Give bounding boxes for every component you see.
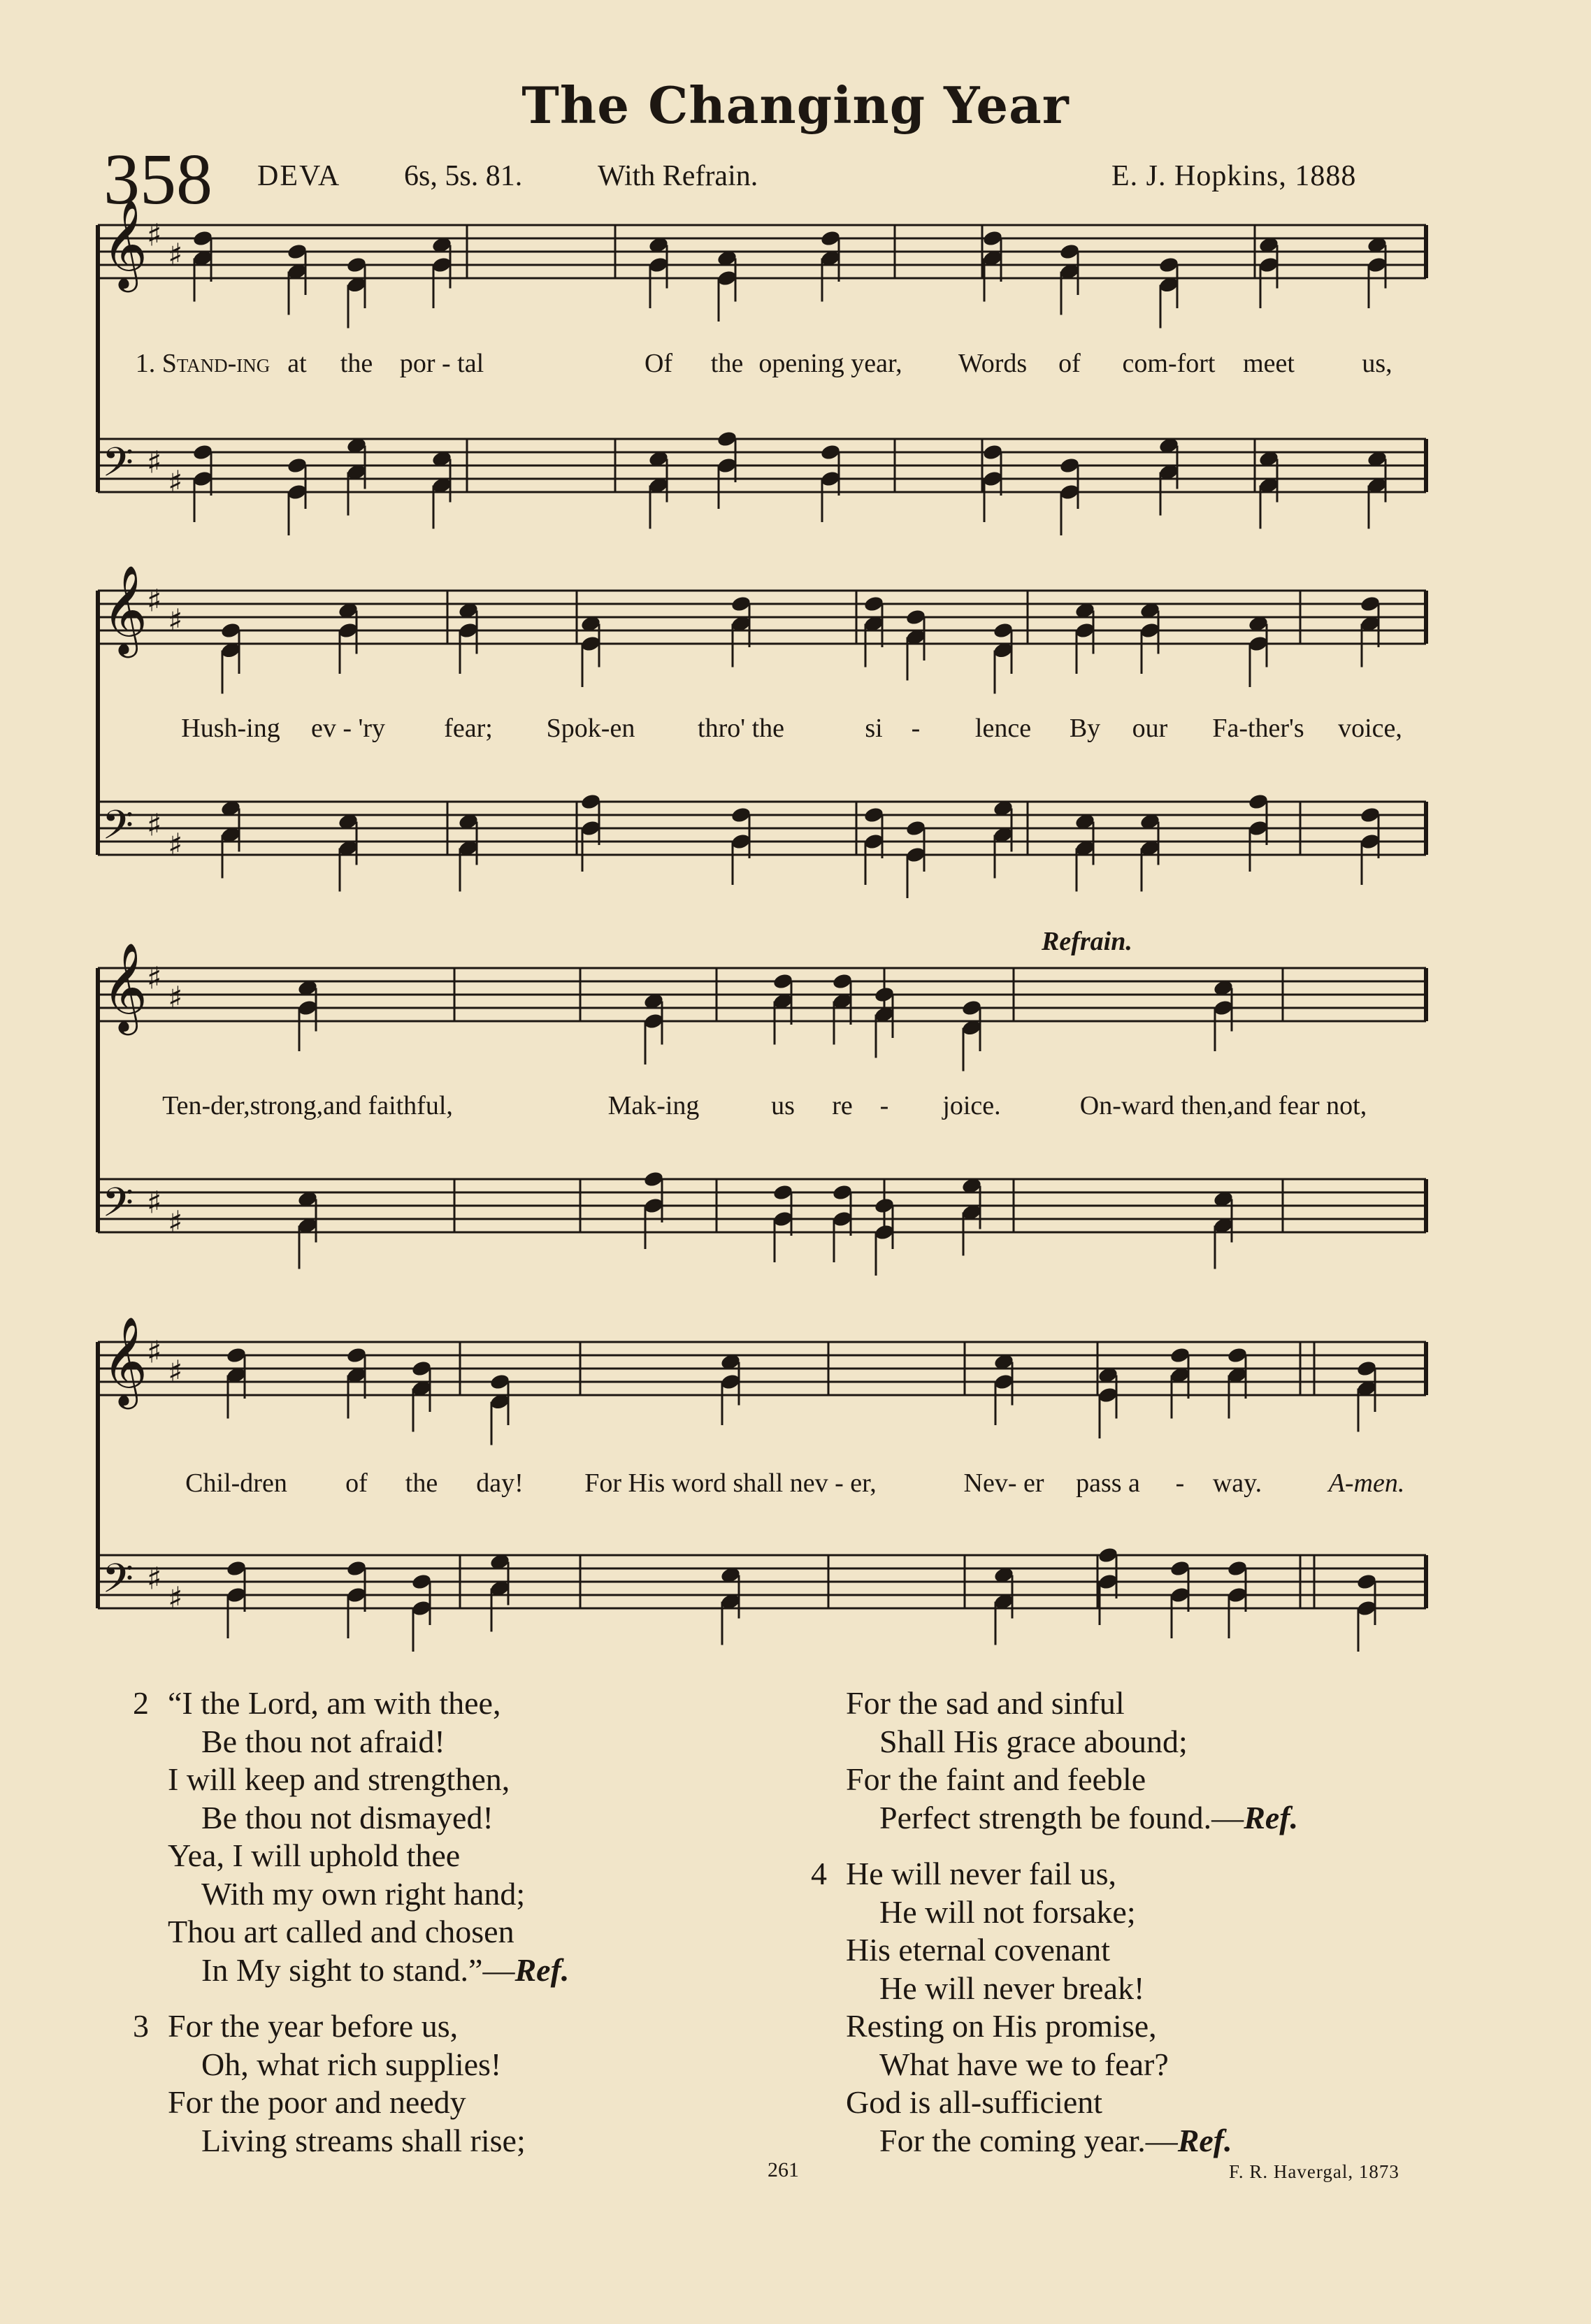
lyric-text: -	[879, 1091, 889, 1120]
lyric-syllable	[1080, 1090, 1367, 1121]
lyric-syllable	[584, 1468, 876, 1499]
verse-line: Living streams shall rise;	[201, 2122, 526, 2158]
verse-line: He will not forsake;	[879, 1893, 1136, 1930]
verse-line: For the poor and needy	[168, 2084, 466, 2120]
lyric-text: Stand-ing	[161, 349, 271, 378]
lyric-line	[0, 1468, 1591, 1510]
lyric-syllable	[185, 1468, 287, 1499]
lyric-text: Fa-ther's	[1212, 714, 1304, 743]
lyric-text: Hush-ing	[181, 714, 280, 743]
meter: 6s, 5s. 81.	[404, 160, 523, 192]
lyric-text: Words	[958, 349, 1028, 378]
lyric-text: Mak-ing	[607, 1091, 700, 1120]
verse-line: He will never break!	[879, 1970, 1145, 2006]
lyric-syllable	[136, 348, 271, 379]
lyric-text: com-fort	[1122, 349, 1216, 378]
lyric-text: the	[710, 349, 744, 378]
lyric-syllable	[345, 1468, 368, 1499]
verse-3	[133, 2007, 526, 2160]
lyric-syllable	[698, 713, 784, 744]
lyric-text: Chil-dren	[185, 1468, 287, 1498]
key-sharp-icon: ♯	[147, 960, 162, 997]
verse-line: God is all-sufficient	[846, 2084, 1103, 2120]
lyric-text: Of	[644, 349, 673, 378]
treble-clef-icon: 𝄞	[102, 199, 148, 289]
lyric-syllable	[476, 1468, 524, 1499]
verse-line: Oh, what rich supplies!	[201, 2046, 502, 2082]
key-sharp-icon: ♯	[168, 827, 183, 863]
lyric-syllable	[975, 713, 1031, 744]
lyric-text: opening year,	[758, 349, 902, 378]
lyric-syllable	[964, 1468, 1044, 1499]
verse-line: For the faint and feeble	[846, 1761, 1146, 1797]
lyric-text: por - tal	[399, 349, 484, 378]
verse-number: 2	[133, 1685, 149, 1721]
lyric-syllable	[771, 1090, 795, 1121]
lyric-text: For His word shall nev - er,	[584, 1468, 877, 1498]
lyric-text: By	[1069, 714, 1101, 743]
lyric-syllable	[311, 713, 385, 744]
lyric-text: the	[340, 349, 373, 378]
lyric-syllable	[1212, 713, 1304, 744]
refrain-reference: Ref.	[514, 1951, 570, 1988]
lyric-text: A-men.	[1328, 1468, 1405, 1498]
lyric-syllable	[865, 713, 882, 744]
refrain-reference: Ref.	[1244, 1799, 1299, 1835]
bass-clef-icon: 𝄢	[102, 1554, 134, 1612]
lyric-text: pass a	[1076, 1468, 1140, 1498]
author: F. R. Havergal, 1873	[1229, 2161, 1399, 2182]
lyric-syllable	[405, 1468, 438, 1499]
verse-line: I will keep and strengthen,	[168, 1761, 510, 1797]
lyric-text: us	[771, 1091, 795, 1120]
key-sharp-icon: ♯	[168, 237, 183, 273]
lyric-text: fear;	[444, 714, 493, 743]
lyric-text: si	[865, 714, 883, 743]
page-number: 261	[768, 2158, 799, 2181]
key-sharp-icon: ♯	[168, 1580, 183, 1617]
key-sharp-icon: ♯	[168, 1354, 183, 1390]
lyric-line	[0, 713, 1591, 755]
verse-number: 1.	[135, 349, 162, 378]
key-sharp-icon: ♯	[147, 807, 162, 844]
lyric-syllable	[832, 1090, 853, 1121]
treble-clef-icon: 𝄞	[102, 564, 148, 654]
lyric-syllable	[958, 348, 1027, 379]
verse-2	[133, 1684, 570, 1989]
lyric-line	[0, 1090, 1591, 1132]
treble-staff	[98, 565, 1426, 658]
lyric-text: Spok-en	[546, 714, 635, 743]
lyric-syllable	[287, 348, 306, 379]
verse-line: Be thou not dismayed!	[201, 1799, 494, 1835]
key-sharp-icon: ♯	[147, 583, 162, 619]
lyric-syllable	[162, 1090, 453, 1121]
verse-line: Resting on His promise,	[846, 2008, 1157, 2044]
lyric-text: meet	[1243, 349, 1295, 378]
lyric-syllable	[1338, 713, 1402, 744]
lyric-syllable	[711, 348, 743, 379]
bass-clef-icon: 𝄢	[102, 1178, 134, 1236]
bass-staff	[98, 802, 1426, 863]
lyric-line	[0, 348, 1591, 390]
lyric-text: us,	[1362, 349, 1392, 378]
verse-line: Shall His grace abound;	[879, 1723, 1188, 1759]
lyric-syllable	[1213, 1468, 1262, 1499]
lyric-syllable	[1329, 1468, 1405, 1499]
lyric-syllable	[1070, 713, 1100, 744]
key-sharp-icon: ♯	[147, 1185, 162, 1221]
lyric-syllable	[1132, 713, 1168, 744]
lyric-text: thro' the	[698, 714, 784, 743]
lyric-syllable	[444, 713, 493, 744]
lyric-syllable	[608, 1090, 700, 1121]
treble-staff	[98, 1316, 1426, 1410]
lyric-syllable	[400, 348, 484, 379]
key-sharp-icon: ♯	[147, 1334, 162, 1371]
verse-line: His eternal covenant	[846, 1932, 1111, 1968]
key-sharp-icon: ♯	[147, 217, 162, 254]
verse-number: 3	[133, 2008, 149, 2044]
composer: E. J. Hopkins, 1888	[1111, 160, 1357, 192]
key-sharp-icon: ♯	[147, 445, 162, 481]
key-sharp-icon: ♯	[168, 1204, 183, 1241]
lyric-syllable	[912, 713, 921, 744]
bass-clef-icon: 𝄢	[102, 438, 134, 496]
verse-line: Be thou not afraid!	[201, 1723, 445, 1759]
lyric-syllable	[942, 1090, 1000, 1121]
verse-line: For the year before us,	[168, 2008, 459, 2044]
key-sharp-icon: ♯	[147, 1561, 162, 1597]
lyric-text: On-ward then,and fear not,	[1079, 1091, 1367, 1120]
lyric-text: of	[345, 1468, 368, 1498]
lyric-text: the	[405, 1468, 438, 1498]
refrain-note: With Refrain.	[598, 160, 758, 192]
lyric-syllable	[880, 1090, 889, 1121]
refrain-reference: Ref.	[1177, 2122, 1232, 2158]
key-sharp-icon: ♯	[168, 980, 183, 1016]
lyric-syllable	[1058, 348, 1081, 379]
lyric-syllable	[1243, 348, 1295, 379]
lyric-syllable	[645, 348, 672, 379]
lyric-syllable	[340, 348, 373, 379]
lyric-syllable	[758, 348, 902, 379]
lyric-syllable	[1123, 348, 1216, 379]
lyric-text: at	[287, 349, 307, 378]
lyric-syllable	[181, 713, 280, 744]
verse-line: For the sad and sinful	[846, 1685, 1125, 1721]
lyric-text: Ten-der,strong,and faithful,	[162, 1091, 453, 1120]
lyric-syllable	[547, 713, 635, 744]
verse-line	[846, 1799, 1298, 1838]
lyric-text: Nev- er	[963, 1468, 1044, 1498]
verse-line: “I the Lord, am with thee,	[168, 1685, 501, 1721]
lyric-text: joice.	[942, 1091, 1001, 1120]
key-sharp-icon: ♯	[168, 602, 183, 639]
lyric-text: ev - 'ry	[310, 714, 386, 743]
verse-line: Thou art called and chosen	[168, 1914, 514, 1949]
lyric-text: way.	[1212, 1468, 1262, 1498]
lyric-text: voice,	[1338, 714, 1402, 743]
lyric-text: of	[1058, 349, 1081, 378]
lyric-text: our	[1132, 714, 1168, 743]
lyric-text: lence	[974, 714, 1032, 743]
refrain-label: Refrain.	[1042, 927, 1132, 956]
tune-name: DEVA	[257, 160, 341, 192]
verse-3-continued	[846, 1684, 1298, 1837]
lyric-text: -	[911, 714, 921, 743]
bass-clef-icon: 𝄢	[102, 801, 134, 859]
verse-line	[846, 2122, 1232, 2160]
lyric-syllable	[1076, 1468, 1140, 1499]
verse-line: He will never fail us,	[846, 1856, 1117, 1891]
treble-clef-icon: 𝄞	[102, 1315, 148, 1406]
verse-line: With my own right hand;	[201, 1875, 526, 1912]
lyric-syllable	[1362, 348, 1392, 379]
hymn-title: The Changing Year	[521, 75, 1070, 135]
hymn-number: 358	[103, 139, 213, 219]
bass-staff	[98, 1179, 1426, 1241]
verse-4	[811, 1855, 1232, 2160]
lyric-syllable	[1176, 1468, 1185, 1499]
verse-line: What have we to fear?	[879, 2046, 1169, 2082]
lyric-text: re	[832, 1091, 853, 1120]
verse-line	[168, 1951, 569, 1990]
verse-line: Yea, I will uphold thee	[168, 1838, 461, 1873]
key-sharp-icon: ♯	[168, 464, 183, 500]
bass-staff	[98, 1555, 1426, 1617]
verse-text: For the coming year.—	[879, 2122, 1178, 2158]
lyric-text: day!	[476, 1468, 524, 1498]
verse-number: 4	[811, 1856, 827, 1891]
verse-text: In My sight to stand.”—	[201, 1951, 515, 1988]
verse-text: Perfect strength be found.—	[879, 1799, 1244, 1835]
lyric-text: -	[1175, 1468, 1185, 1498]
treble-clef-icon: 𝄞	[102, 941, 148, 1032]
